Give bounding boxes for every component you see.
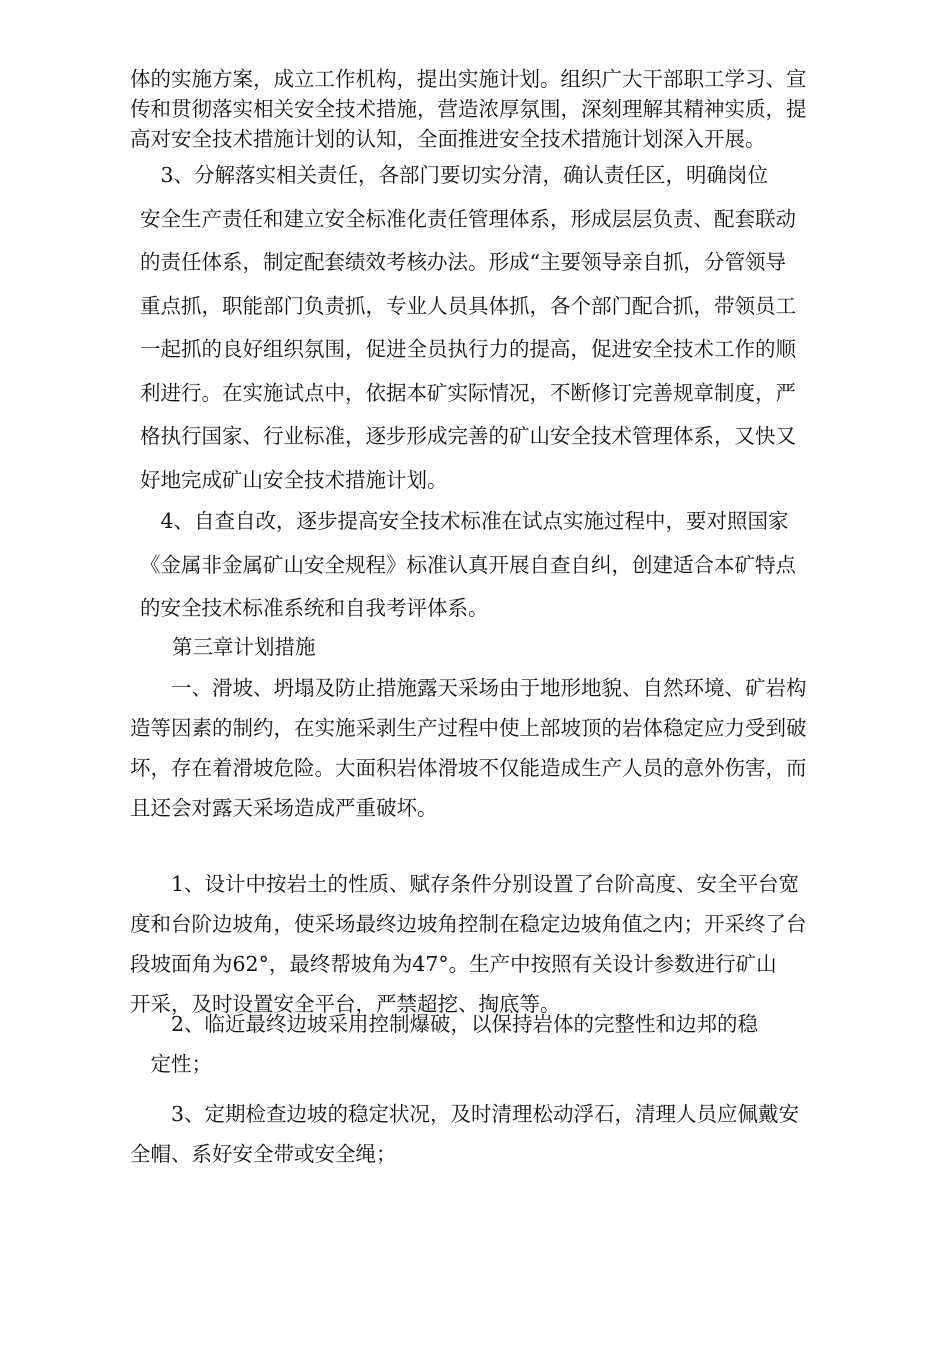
text-line: 3、定期检查边坡的稳定状况，及时清理松动浮石，清理人员应佩戴安	[130, 1102, 800, 1126]
text-line: 传和贯彻落实相关安全技术措施，营造浓厚氛围，深刻理解其精神实质，提	[130, 97, 807, 121]
paragraph-measure-2-blasting	[130, 1004, 872, 1084]
chapter-heading	[172, 627, 872, 667]
text-line: 的责任体系，制定配套绩效考核办法。形成“主要领导亲自抓，分管领导	[140, 250, 786, 274]
text-line: 第三章计划措施	[172, 635, 316, 659]
paragraph-implementation-plan	[130, 64, 870, 154]
text-line: 造等因素的制约，在实施采剥生产过程中使上部坡顶的岩体稳定应力受到破	[130, 716, 807, 740]
text-line: 段坡面角为62°，最终帮坡角为47°。生产中按照有关设计参数进行矿山	[130, 952, 777, 976]
text-line: 《金属非金属矿山安全规程》标准认真开展自查自纠，创建适合本矿特点	[140, 552, 796, 577]
text-line: 好地完成矿山安全技术措施计划。	[140, 467, 448, 492]
paragraph-item-3-responsibility	[140, 154, 870, 502]
text-line: 坏，存在着滑坡危险。大面积岩体滑坡不仅能造成生产人员的意外伤害，而	[130, 756, 807, 780]
text-line: 体的实施方案，成立工作机构，提出实施计划。组织广大干部职工学习、宣	[130, 67, 807, 91]
text-line: 4、自查自改，逐步提高安全技术标准在试点实施过程中，要对照国家	[140, 509, 789, 533]
paragraph-measure-1-design	[130, 864, 872, 1024]
text-line: 高对安全技术措施计划的认知，全面推进安全技术措施计划深入开展。	[130, 127, 766, 151]
text-line: 3、分解落实相关责任，各部门要切实分清，确认责任区，明确岗位	[140, 163, 769, 187]
text-line: 全帽、系好安全带或安全绳；	[130, 1142, 397, 1166]
text-line: 的安全技术标准系统和自我考评体系。	[140, 596, 489, 620]
text-line: 安全生产责任和建立安全标准化责任管理体系，形成层层负责、配套联动	[140, 206, 796, 231]
text-line: 1、设计中按岩土的性质、赋存条件分别设置了台阶高度、安全平台宽	[130, 872, 800, 896]
text-line: 定性；	[130, 1052, 212, 1076]
paragraph-item-4-self-inspection	[140, 500, 870, 631]
text-line: 一起抓的良好组织氛围，促进全员执行力的提高，促进安全技术工作的顺	[140, 337, 796, 361]
text-line: 重点抓，职能部门负责抓，专业人员具体抓，各个部门配合抓，带领员工	[140, 293, 796, 318]
text-line: 2、临近最终边坡采用控制爆破，以保持岩体的完整性和边邦的稳	[130, 1012, 759, 1036]
text-line: 开采，及时设置安全平台，严禁超挖、掏底等。	[130, 992, 561, 1016]
paragraph-section-1-landslide	[130, 668, 872, 828]
text-line: 一、滑坡、坍塌及防止措施露天采场由于地形地貌、自然环境、矿岩构	[130, 676, 807, 700]
text-line: 格执行国家、行业标准，逐步形成完善的矿山安全技术管理体系，又快又	[140, 424, 796, 448]
text-line: 度和台阶边坡角，使采场最终边坡角控制在稳定边坡角值之内；开采终了台	[130, 912, 807, 936]
text-line: 利进行。在实施试点中，依据本矿实际情况，不断修订完善规章制度，严	[140, 380, 796, 405]
paragraph-measure-3-inspection	[130, 1094, 872, 1174]
text-line: 且还会对露天采场造成严重破坏。	[130, 796, 438, 820]
